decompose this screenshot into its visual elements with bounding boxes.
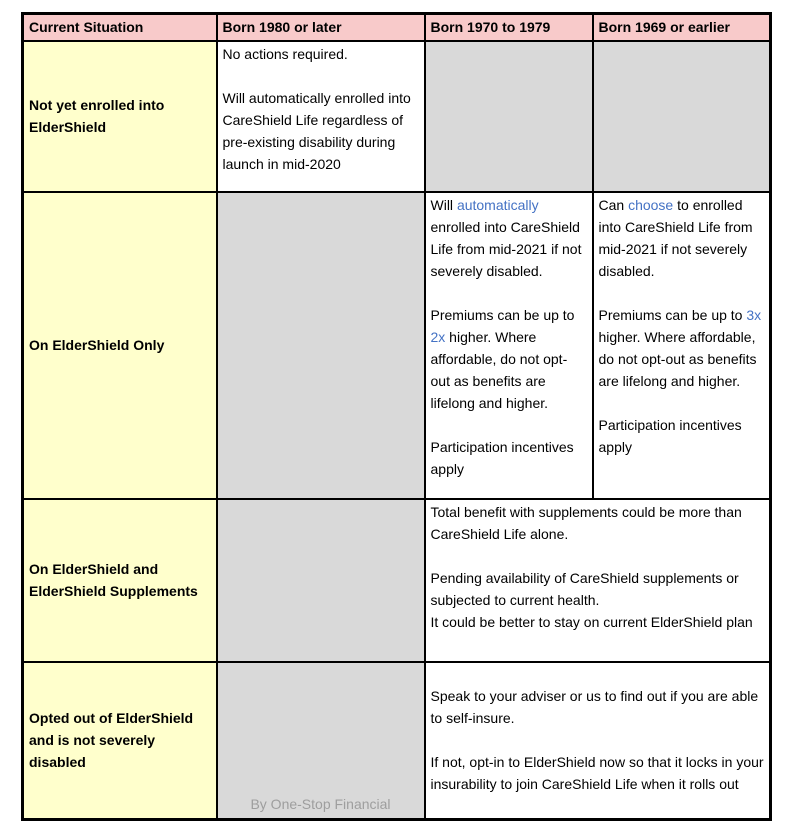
table-row-not-yet-enrolled	[23, 41, 771, 192]
cell-on-eldershield-only-born-1970: Will automatically enrolled into CareShield Life from mid-2021 if not severely disabled. Premiums can be up to 2x higher. Where affordable, do not opt-out as benefits are lifelong and higher. Participation incentives apply	[425, 192, 593, 499]
column-header-born-1969-or-earlier: Born 1969 or earlier	[593, 14, 771, 41]
row-label-opted-out: Opted out of ElderShield and is not severely disabled	[23, 662, 217, 820]
column-header-current-situation: Current Situation	[23, 14, 217, 41]
column-header-born-1980-or-later: Born 1980 or later	[217, 14, 425, 41]
cell-not-yet-enrolled-born-1970	[425, 41, 593, 192]
row-label-on-eldershield-only: On ElderShield Only	[23, 192, 217, 499]
careshield-comparison-table	[21, 12, 772, 821]
cell-opted-out-born-1970-1969: Speak to your adviser or us to find out if you are able to self-insure. If not, opt-in to ElderShield now so that it locks in your insurability to join CareShield Life when it rolls out	[425, 662, 771, 820]
cell-supplements-born-1970-1969: Total benefit with supplements could be more than CareShield Life alone. Pending availability of CareShield supplements or subjected to current health. It could be better to stay on current ElderShield plan	[425, 499, 771, 662]
table-row-on-eldershield-supplements	[23, 499, 771, 662]
cell-not-yet-enrolled-born-1980: No actions required. Will automatically enrolled into CareShield Life regardless of pre-existing disability during launch in mid-2020	[217, 41, 425, 192]
column-header-born-1970-to-1979: Born 1970 to 1979	[425, 14, 593, 41]
table-row-opted-out	[23, 662, 771, 820]
cell-on-eldershield-only-born-1980	[217, 192, 425, 499]
cell-not-yet-enrolled-born-1969	[593, 41, 771, 192]
credit-text: By One-Stop Financial	[250, 796, 391, 812]
header-row	[23, 14, 771, 41]
row-label-on-eldershield-supplements: On ElderShield and ElderShield Supplements	[23, 499, 217, 662]
row-label-not-yet-enrolled: Not yet enrolled into ElderShield	[23, 41, 217, 192]
cell-on-eldershield-only-born-1969: Can choose to enrolled into CareShield Life from mid-2021 if not severely disabled. Premiums can be up to 3x higher. Where affordable, do not opt-out as benefits are lifelong and higher. Participation incentives apply	[593, 192, 771, 499]
table-row-on-eldershield-only	[23, 192, 771, 499]
cell-opted-out-born-1980	[217, 662, 425, 820]
cell-supplements-born-1980	[217, 499, 425, 662]
